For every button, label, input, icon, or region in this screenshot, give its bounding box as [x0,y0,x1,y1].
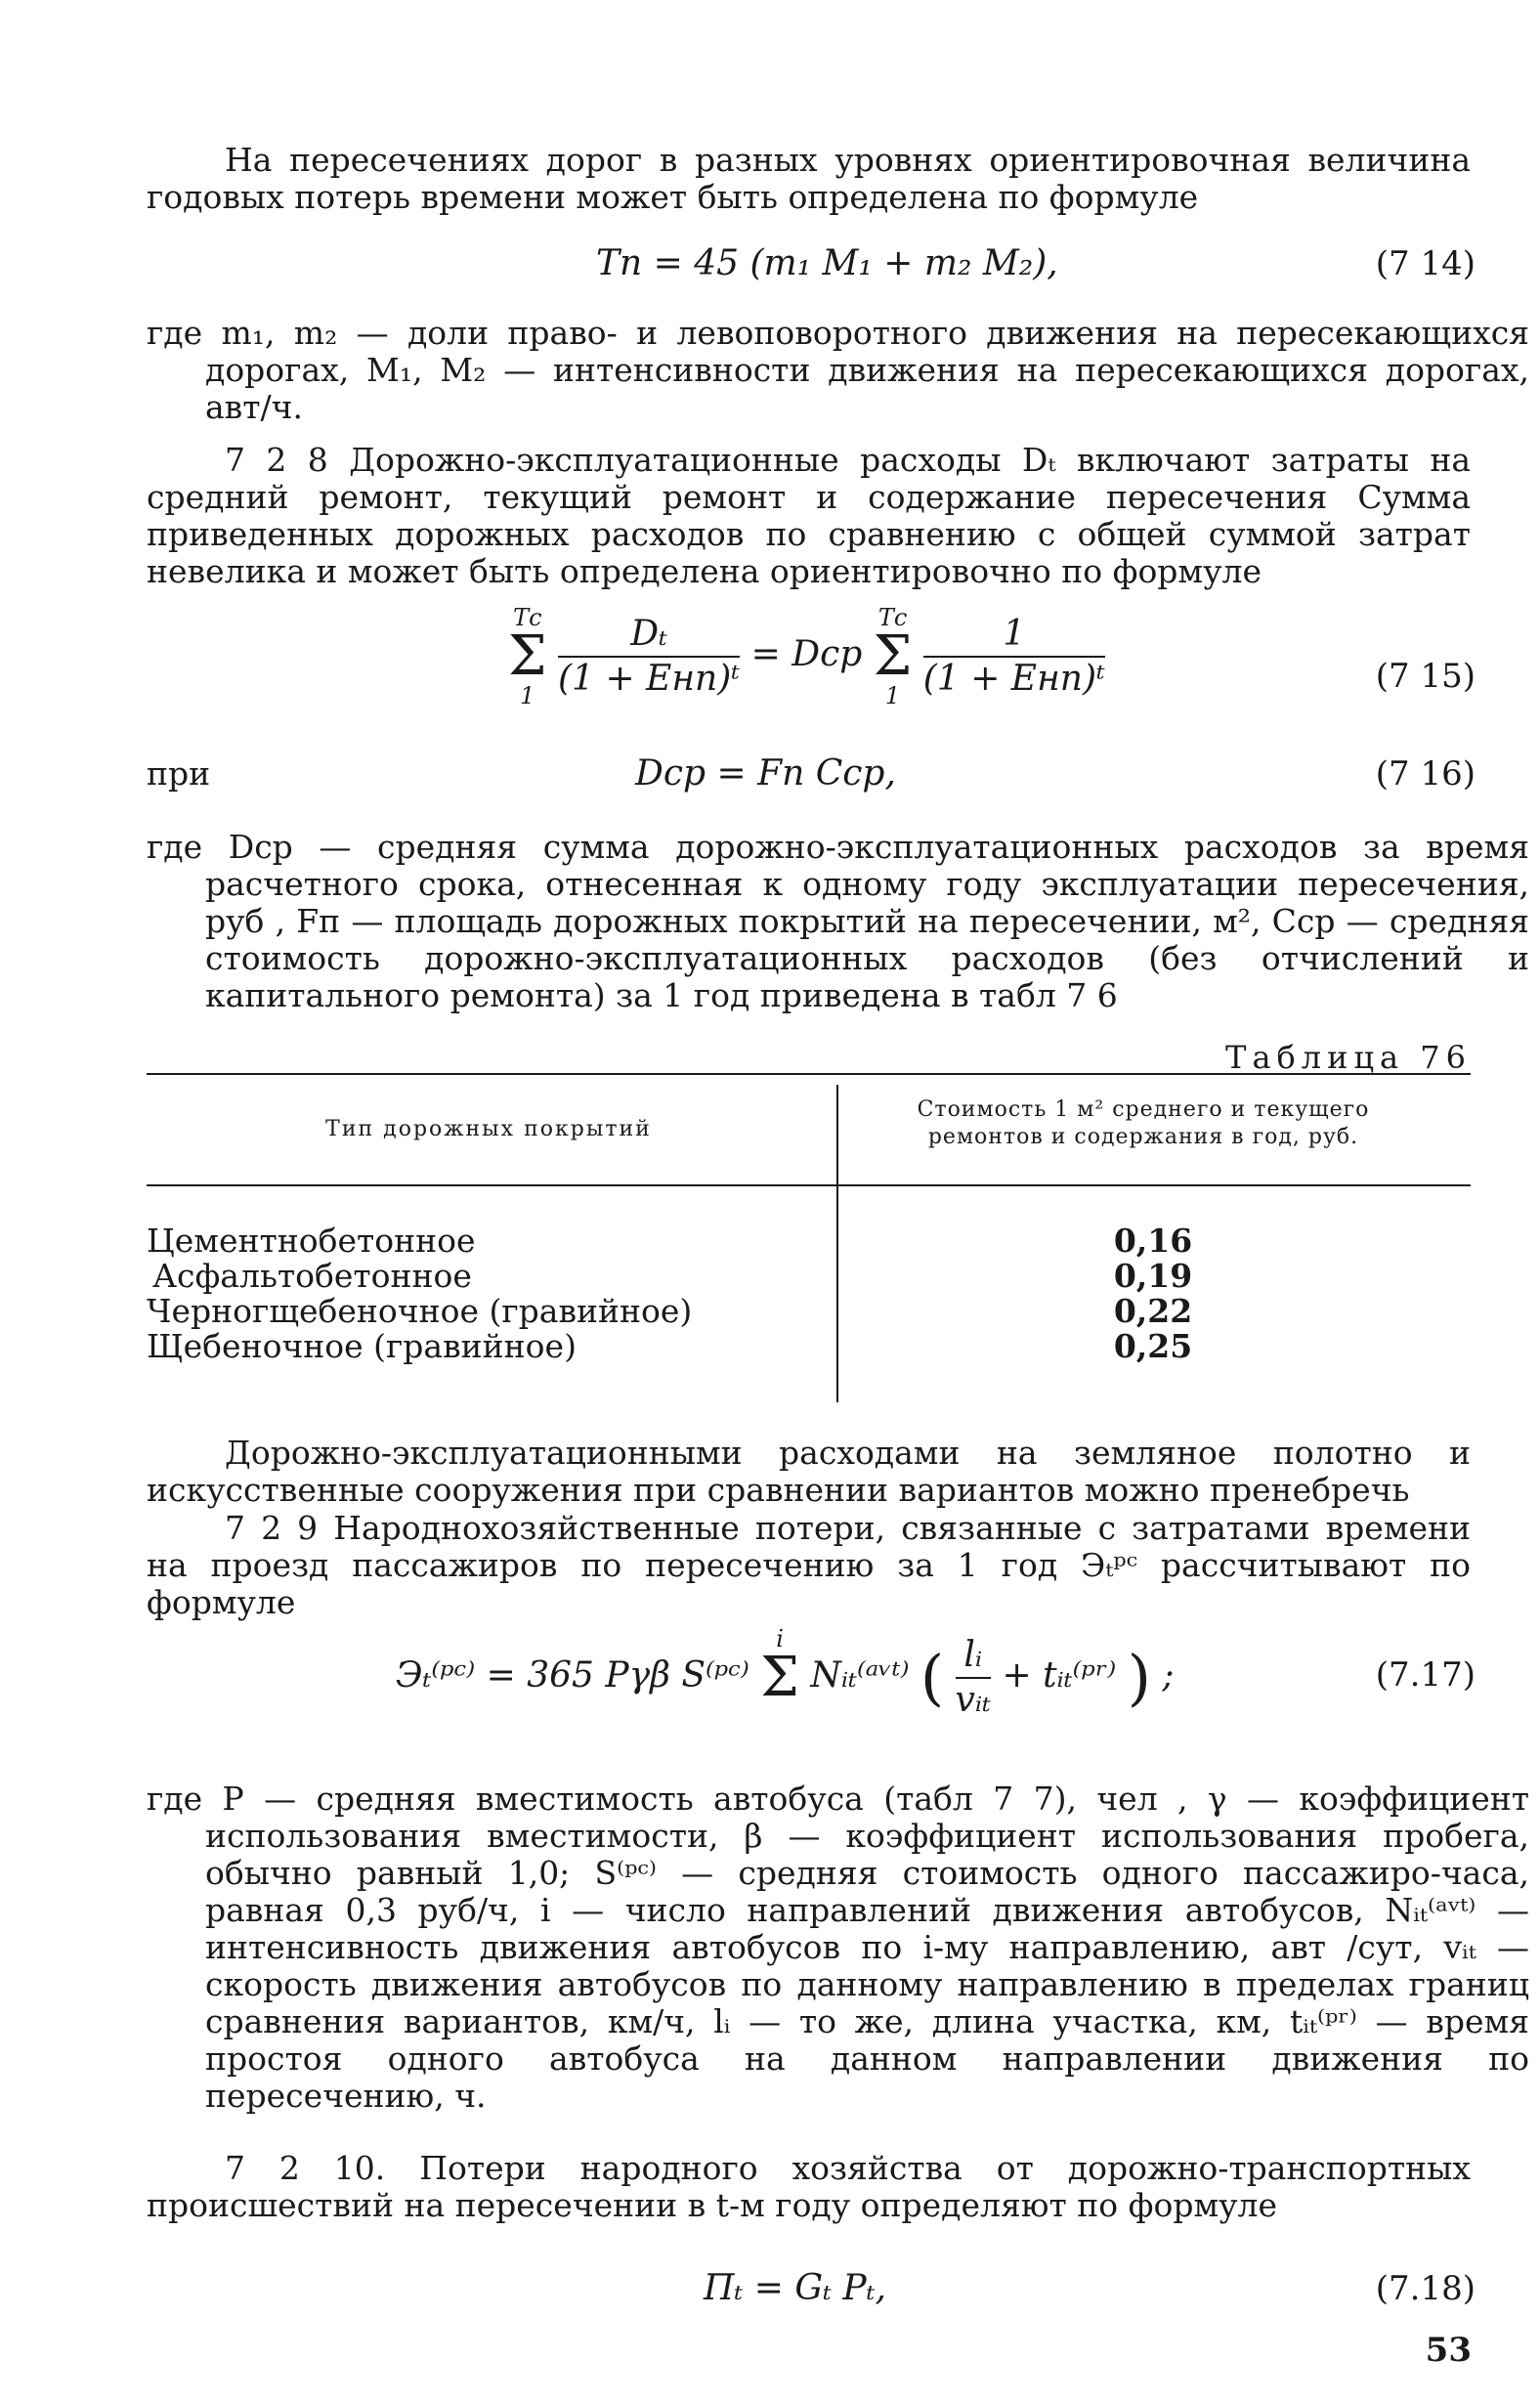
table-caption: Таблица 76 [1225,1039,1472,1076]
formula-7-15 [508,606,1105,708]
formula-7-17-number: (7.17) [1375,1655,1476,1695]
paragraph-where-p: где P — средняя вместимость автобуса (табл 7 7), чел , γ — коэффициент использования вместимости, β — коэффициент использования пробега, обычно равный 1,0; S⁽ᵖᶜ⁾ — средняя стоимость одного пассажиро-часа, равная 0,3 руб/ч, i — число направлений движения автобусов, Nᵢₜ⁽ᵃᵛᵗ⁾ — интенсивность движения автобусов по i-му направлению, авт /сут, vᵢₜ — скорость движения автобусов по данному направлению в пределах границ сравнения вариантов, км/ч, lᵢ — то же, длина участка, км, tᵢₜ⁽ᵖʳ⁾ — время простоя одного автобуса на данном направлении движения по пересечению, ч. [147,1780,1529,2115]
fraction-left-numerator: Dₜ [558,615,740,658]
formula-7-17: Эₜ⁽ᵖᶜ⁾ = 365 Pγβ S⁽ᵖᶜ⁾ i Σ Nᵢₜ⁽ᵃᵛᵗ⁾ ( $\frac{\text{lᵢ}}{\text{vᵢₜ}}$ + tᵢₜ⁽ᵖʳ⁾ ) ; [396,1627,1175,1729]
paragraph-where-dcp: где Dср — средняя сумма дорожно-эксплуатационных расходов за время расчетного срока, отнесенная к одному году эксплуатации пересечения, руб , Fп — площадь дорожных покрытий на пересечении, м², Cср — средняя стоимость дорожно-эксплуатационных расходов (без отчислений и капитального ремонта) за 1 год приведена в табл 7 6 [147,828,1529,1014]
formula-7-17-lhs: Эₜ⁽ᵖᶜ⁾ = 365 Pγβ S⁽ᵖᶜ⁾ [396,1655,749,1695]
table-header-cost: Стоимость 1 м² среднего и текущего ремонтов и содержания в год, руб. [917,1097,1370,1149]
formula-7-15-number: (7 15) [1375,657,1476,696]
formula-7-17-end: ; [1162,1655,1175,1695]
paragraph-where-m: где m₁, m₂ — доли право- и левоповоротного движения на пересекающихся дорогах, M₁, M₂ — интенсивности движения на пересекающихся дорогах, авт/ч. [147,314,1529,426]
table-header-rule [147,1184,1471,1186]
formula-7-16-number: (7 16) [1375,754,1476,794]
table-row-1-value: 0,16 [1113,1222,1193,1260]
table-row-1-type: Цементнобетонное [147,1222,476,1260]
formula-7-14-number: (7 14) [1375,244,1476,283]
fraction-left [558,615,740,699]
fraction-right [923,615,1105,699]
sum-upper-limit: i [776,1625,784,1652]
fraction-left-denominator: (1 + Eнп)ᵗ [558,659,741,699]
fraction-numerator: lᵢ [956,1636,991,1679]
fraction-denominator: vᵢₜ [955,1680,992,1720]
table-row-2-value: 0,19 [1113,1257,1193,1295]
table-row-3-value: 0,22 [1113,1292,1193,1330]
table-top-rule [147,1073,1471,1075]
fraction-right-numerator: 1 [923,615,1105,658]
formula-7-15-middle: = Dср [750,634,863,674]
sum-upper-limit: Tс [513,604,542,631]
formula-7-17-term: Nᵢₜ⁽ᵃᵛᵗ⁾ [810,1655,910,1695]
paragraph-7-2-8: 7 2 8 Дорожно-эксплуатационные расходы Dₜ включают затраты на средний ремонт, текущий ремонт и содержание пересечения Сумма приведенных дорожных расходов по сравнению с общей суммой затрат невелика и может быть определена ориентировочно по формуле [147,441,1471,590]
formula-7-18: Пₜ = Gₜ Pₜ, [704,2268,886,2308]
formula-7-18-number: (7.18) [1375,2269,1476,2308]
formula-7-16: Dср = Fп Cср, [635,753,896,794]
sum-symbol-left: Tс Σ 1 [508,604,547,709]
table-row-4-type: Щебеночное (гравийное) [147,1327,577,1365]
table-row-3-type: Черногщебеночное (гравийное) [147,1292,693,1330]
sum-lower-limit: 1 [520,682,535,709]
page-number: 53 [1425,2331,1472,2370]
fraction-length-speed [956,1636,991,1720]
paragraph-intro: На пересечениях дорог в разных уровнях ориентировочная величина годовых потерь времени может быть определена по формуле [147,141,1471,216]
formula-7-16-label: при [147,754,211,793]
formula-7-14: Tп = 45 (m₁ M₁ + m₂ M₂), [596,243,1058,283]
sum-symbol: i Σ [760,1625,799,1709]
table-row-4-value: 0,25 [1113,1327,1193,1365]
table-column-divider [836,1085,838,1402]
sum-symbol-right: Tс Σ 1 [873,604,913,709]
paragraph-7-2-9: 7 2 9 Народнохозяйственные потери, связанные с затратами времени на проезд пассажиров по пересечению за 1 год Эₜᵖᶜ рассчитывают по формуле [147,1509,1471,1621]
sum-upper-limit: Tс [877,604,908,631]
paragraph-neglect: Дорожно-эксплуатационными расходами на земляное полотно и искусственные сооружения при сравнении вариантов можно пренебречь [147,1434,1471,1509]
fraction-right-denominator: (1 + Eнп)ᵗ [922,659,1105,699]
table-header-type: Тип дорожных покрытий [325,1117,652,1141]
table-row-2-type: Асфальтобетонное [152,1257,472,1295]
paragraph-7-2-10: 7 2 10. Потери народного хозяйства от дорожно-транспортных происшествий на пересечении в t-м году определяют по формуле [147,2149,1471,2224]
sum-lower-limit: 1 [884,682,901,709]
formula-7-17-plus-term: + tᵢₜ⁽ᵖʳ⁾ [1002,1655,1117,1695]
